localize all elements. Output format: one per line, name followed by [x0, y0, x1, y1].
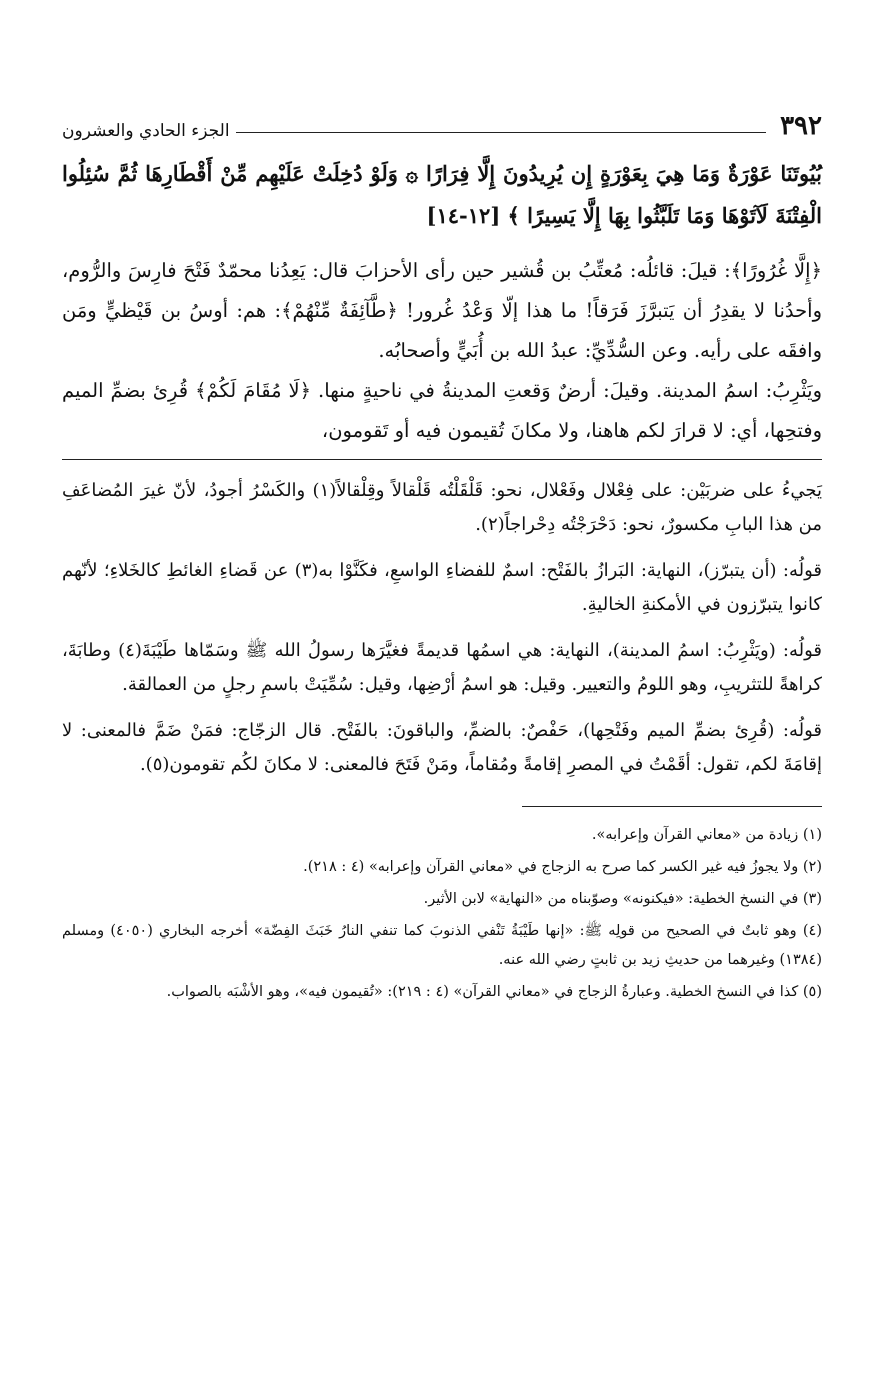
header-rule [236, 132, 767, 133]
footnote-separator [522, 806, 822, 807]
book-page [62, 105, 822, 1010]
page-header [62, 105, 822, 141]
note-paragraph: قولُه: (ويَثْرِبُ: اسمُ المدينة)، النهاية: هي اسمُها قديمةً فغيَّرَها رسولُ الله ﷺ وسَمّاها طَيْبَةَ(٤) وطابَةَ، كراهةً للتثريبِ، وهو اللومُ والتعيير. وقيل: هو اسمُ أرْضِها، وقيل: سُمِّيَتْ باسمِ رجلٍ من العمالقة. [62, 640, 822, 695]
note-paragraph: يَجيءُ على ضربَيْن: على فِعْلال وفَعْلال، نحو: قَلْقَلْتُه قَلْقالاً وقِلْقالاً(١) والكَسْرُ أجودُ، لأنّ غيرَ المُضاعَفِ من هذا البابِ مكسورٌ، نحو: دَحْرَجْتُه دِحْراجاً(٢). [62, 480, 823, 535]
page-number: ٣٩٢ [780, 111, 822, 141]
running-title: الجزء الحادي والعشرون [62, 121, 230, 141]
section-separator [62, 459, 822, 460]
tafsir-commentary [62, 251, 822, 451]
note-paragraph: قولُه: (قُرِئ بضمِّ الميم وفَتْحِها)، حَفْصٌ: بالضمِّ، والباقونَ: بالفَتْح. قال الزجّاج: فمَنْ ضَمَّ فالمعنى: لا إقامَةَ لكم، تقول: أقَمْتُ في المصرِ إقامةً ومُقاماً، ومَنْ فَتَحَ فالمعنى: لا مكانَ لكُم تقومون(٥). [62, 720, 822, 775]
footnote: (٣) في النسخ الخطية: «فيكنونه» وصوّبناه من «النهاية» لابن الأثير. [423, 891, 822, 907]
commentary-paragraph: ﴿إِلَّا غُرُورًا﴾: قيلَ: قائلُه: مُعتِّبُ بن قُشير حين رأى الأحزابَ قال: يَعِدُنا محمّدٌ فَتْحَ فارِسَ والرُّوم، وأحدُنا لا يقدِرُ أن يَتبرَّزَ فَرَقاً! ما هذا إلّا وَعْدُ غُرور! ﴿طَّآئِفَةٌ مِّنْهُمْ﴾: هم: أوسُ بن قَيْظيٍّ ومَن وافقَه على رأيه. وعن السُّدِّيِّ: عبدُ الله بن أُبَيٍّ وأصحابُه. [62, 259, 822, 362]
marginal-notes [62, 474, 822, 782]
footnote: (١) زيادة من «معاني القرآن وإعرابه». [591, 827, 822, 843]
quran-verse-block: بُيُوتَنَا عَوْرَةٌ وَمَا هِيَ بِعَوْرَةٍ إِن يُرِيدُونَ إِلَّا فِرَارًا ۞ وَلَوْ دُخِلَتْ عَلَيْهِم مِّنْ أَقْطَارِهَا ثُمَّ سُئِلُوا الْفِتْنَةَ لَآتَوْهَا وَمَا تَلَبَّثُوا بِهَا إِلَّا يَسِيرًا ﴾ [١٢-١٤] [62, 161, 822, 228]
footnote: (٥) كذا في النسخ الخطية. وعبارةُ الزجاج في «معاني القرآن» (٤ : ٢١٩): «تُقيمون فيه»، وهو الأشْبَه بالصواب. [166, 984, 822, 1000]
footnote: (٢) ولا يجوزُ فيه غير الكسر كما صرح به الزجاج في «معاني القرآن وإعرابه» (٤ : ٢١٨). [303, 859, 822, 875]
footnote: (٤) وهو ثابتٌ في الصحيح من قولِه ﷺ: «إنها طَيْبَةُ تَنْفي الذنوبَ كما تنفي النارُ خَبَثَ الفِضّة» أخرجه البخاري (٤٠٥٠) ومسلم (١٣٨٤) وغيرهما من حديثِ زيد بن ثابتٍ رضي الله عنه. [62, 923, 822, 968]
note-paragraph: قولُه: (أن يتبرّز)، النهاية: البَرازُ بالفَتْح: اسمٌ للفضاءِ الواسعِ، فكَنَّوْا به(٣) عن قَضاءِ الغائطِ كالخَلاءِ؛ لأنّهم كانوا يتبرّزون في الأمكنةِ الخاليةِ. [62, 560, 822, 615]
footnotes [62, 821, 822, 1007]
commentary-paragraph: ويَثْرِبُ: اسمُ المدينة. وقيلَ: أرضٌ وَقعتِ المدينةُ في ناحيةٍ منها. ﴿لَا مُقَامَ لَكُمْ﴾ قُرِئ بضمِّ الميم وفتحِها، أي: لا قرارَ لكم هاهنا، ولا مكانَ تُقيمون فيه أو تَقومون، [62, 379, 822, 442]
